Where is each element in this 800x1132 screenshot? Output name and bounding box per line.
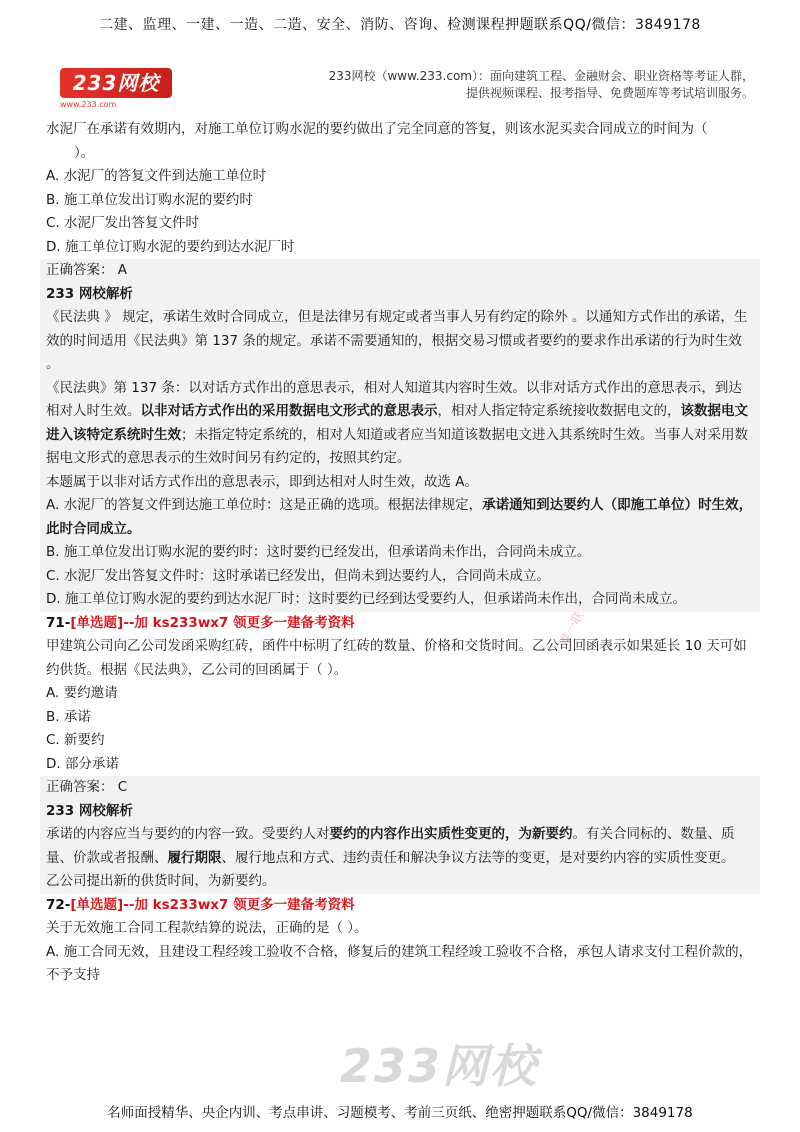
q70-option-d: D. 施工单位订购水泥的要约到达水泥厂时	[46, 238, 295, 255]
q71-analysis-p2: 乙公司提出新的供货时间，为新要约。	[46, 873, 276, 889]
q72-heading: 72-[单选题]--加 ks233wx7 领更多一建备考资料	[46, 896, 355, 913]
site-logo: 233网校	[60, 68, 172, 98]
q72-option-a: A. 施工合同无效，且建设工程经竣工验收不合格，修复后的建筑工程经竣工验收不合格，承包人请求支付工程价款的，不予支持	[46, 943, 753, 983]
q70-analysis-a: A. 水泥厂的答复文件到达施工单位时：这是正确的选项。根据法律规定，承诺通知到达要约人（即施工单位）时生效，此时合同成立。	[46, 497, 753, 537]
top-banner: 二建、监理、一建、一造、二造、安全、消防、咨询、检测课程押题联系QQ/微信：3849178	[99, 17, 701, 33]
q71-analysis-block	[40, 776, 760, 894]
q71-option-a: A. 要约邀请	[46, 685, 118, 701]
q72-stem: 关于无效施工合同工程款结算的说法，正确的是（ ）。	[46, 920, 368, 936]
q71-heading: 71-[单选题]--加 ks233wx7 领更多一建备考资料	[46, 614, 355, 631]
logo-subtext: www.233.com	[60, 100, 117, 109]
header-description	[284, 68, 754, 102]
q71-analysis-p1: 承诺的内容应当与要约的内容一致。受要约人对要约的内容作出实质性变更的，为新要约。有关合同标的、数量、质量、价款或者报酬、履行期限、履行地点和方式、违约责任和解决争议方法等的变更，是对要约内容的实质性变更。	[46, 826, 735, 866]
q70-stem-cont: ）。	[74, 144, 95, 161]
q71-answer: 正确答案： C	[46, 779, 128, 795]
q71-option-b: B. 承诺	[46, 708, 91, 725]
q71-option-d: D. 部分承诺	[46, 755, 119, 772]
logo-watermark: 233网校	[340, 1039, 539, 1093]
q70-analysis-title: 233 网校解析	[46, 285, 133, 302]
document-content	[46, 118, 754, 988]
q70-analysis-p2: 《民法典》第 137 条：以对话方式作出的意思表示，相对人知道其内容时生效。以非对话方式作出的意思表示，到达相对人时生效。以非对话方式作出的采用数据电文形式的意思表示，相对人指定特定系统接收数据电文的，该数据电文进入该特定系统时生效；未指定特定系统的，相对人知道或者应当知道该数据电文进入其系统时生效。当事人对采用数据电文形式的意思表示的生效时间另有约定的，按照其约定。	[46, 379, 748, 466]
q70-analysis-c: C. 水泥厂发出答复文件时：这时承诺已经发出，但尚未到达要约人，合同尚未成立。	[46, 567, 551, 584]
page-footer: 名师面授精华、央企内训、考点串讲、习题模考、考前三页纸、绝密押题联系QQ/微信：3849178	[107, 1105, 693, 1121]
q71-stem: 甲建筑公司向乙公司发函采购红砖，函件中标明了红砖的数量、价格和交货时间。乙公司回函表示如果延长 10 天可如约供货。根据《民法典》，乙公司的回函属于（ ）。	[46, 638, 747, 678]
page-header	[40, 62, 760, 112]
q70-analysis-block	[40, 259, 760, 612]
q70-analysis-p3: 本题属于以非对话方式作出的意思表示，即到达相对人时生效，故选 A。	[46, 473, 479, 490]
q70-analysis-b: B. 施工单位发出订购水泥的要约时：这时要约已经发出，但承诺尚未作出，合同尚未成立。	[46, 544, 591, 560]
header-line-2: 提供视频课程、报考指导、免费题库等考试培训服务。	[465, 86, 754, 100]
q70-option-a: A. 水泥厂的答复文件到达施工单位时	[46, 168, 267, 184]
q70-stem: 水泥厂在承诺有效期内，对施工单位订购水泥的要约做出了完全同意的答复，则该水泥买卖合同成立的时间为（	[46, 121, 708, 137]
q71-option-c: C. 新要约	[46, 732, 105, 748]
header-line-1: 233网校（www.233.com）：面向建筑工程、金融财会、职业资格等考证人群，	[328, 69, 754, 83]
q70-answer: 正确答案： A	[46, 262, 128, 278]
q71-analysis-title: 233 网校解析	[46, 802, 133, 819]
q70-option-b: B. 施工单位发出订购水泥的要约时	[46, 191, 253, 208]
q70-option-c: C. 水泥厂发出答复文件时	[46, 215, 200, 231]
q70-analysis-d: D. 施工单位订购水泥的要约到达水泥厂时：这时要约已经到达受要约人，但承诺尚未作出，合同尚未成立。	[46, 591, 686, 607]
q70-analysis-p1: 《民法典 》 规定，承诺生效时合同成立，但是法律另有规定或者当事人另有约定的除外 。以通知方式作出的承诺，生效的时间适用《民法典》第 137 条的规定。承诺不需要通知的，根据交易习惯或者要约的要求作出承诺的行为时生效 。	[46, 309, 748, 372]
